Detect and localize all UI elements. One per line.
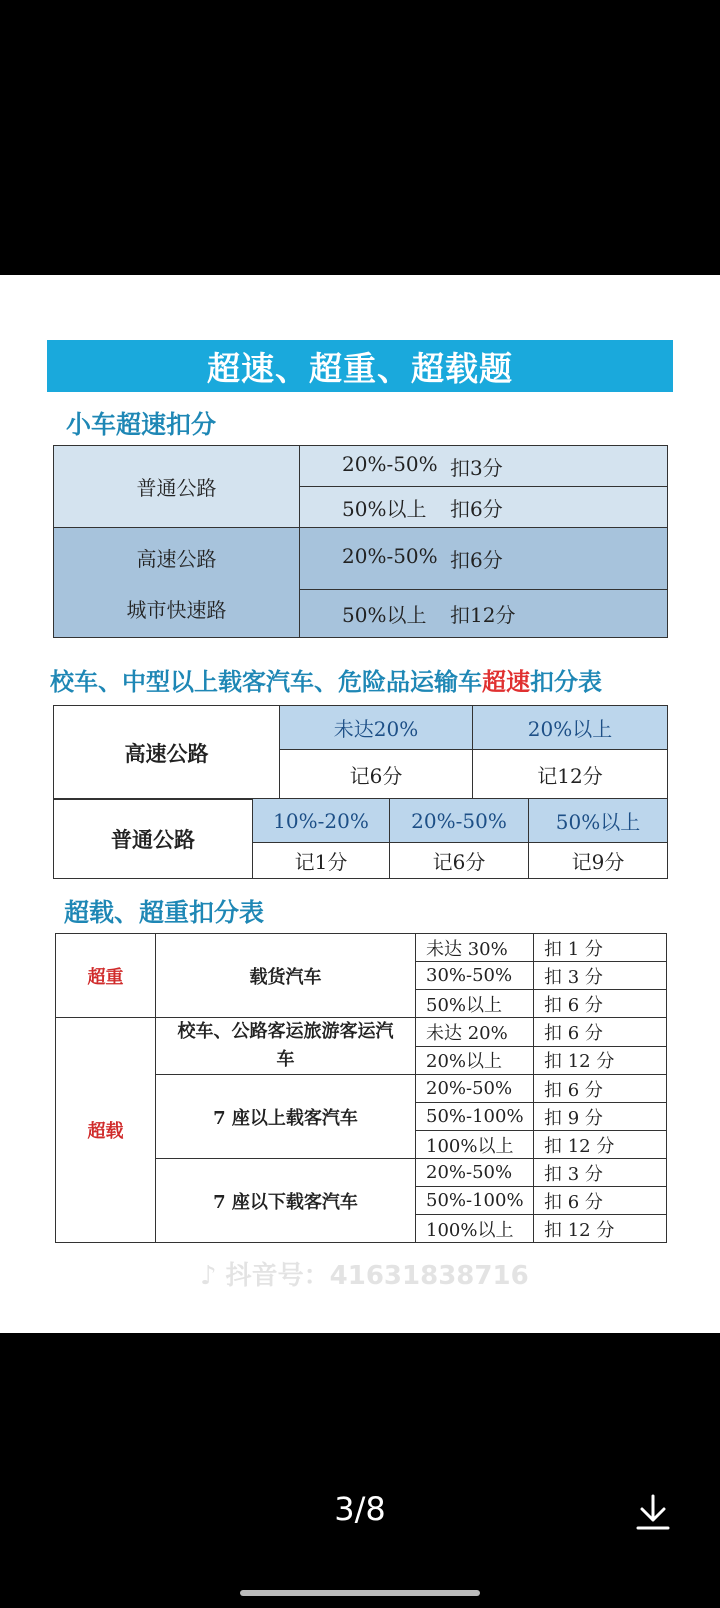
range-cell: 100%以上 [416,1131,534,1159]
bus-highway-table [53,705,668,800]
range-cell: 20%-50% [416,1159,534,1187]
points-cell: 扣 6 分 [534,990,667,1018]
overload-table [55,933,667,1243]
range-header: 20%-50% [390,799,529,843]
vehicle-type: 校车、公路客运旅游客运汽车 [156,1018,416,1075]
category-label: 超载 [56,1018,156,1243]
tiktok-icon: ♪ [200,1261,217,1291]
download-icon[interactable] [633,1492,673,1532]
points-cell: 记6分 [280,750,473,800]
speed-rule: 20%-50% 扣3分 [300,446,668,487]
category-label: 超重 [56,934,156,1018]
points-cell: 扣 6 分 [534,1075,667,1103]
speed-rule: 50%以上 扣6分 [300,487,668,528]
vehicle-type: 载货汽车 [156,934,416,1018]
range-cell: 50%以上 [416,990,534,1018]
road-type-label: 普通公路 [54,799,253,879]
range-header: 未达20% [280,706,473,750]
points-cell: 记6分 [390,843,529,879]
road-type-label: 高速公路 城市快速路 [54,528,300,638]
range-cell: 30%-50% [416,962,534,990]
home-indicator[interactable] [240,1590,480,1596]
points-cell: 记9分 [529,843,668,879]
range-cell: 20%-50% [416,1075,534,1103]
bus-normal-road-table [53,798,668,879]
speed-rule: 50%以上 扣12分 [300,590,668,638]
points-cell: 扣 12 分 [534,1046,667,1075]
banner-title: 超速、超重、超载题 [47,340,673,392]
section-title-car-speeding: 小车超速扣分 [66,410,217,439]
range-cell: 未达 20% [416,1018,534,1047]
watermark [200,1255,529,1292]
range-header: 50%以上 [529,799,668,843]
vehicle-type: 7 座以下载客汽车 [156,1159,416,1243]
range-cell: 50%-100% [416,1103,534,1131]
road-type-label: 普通公路 [54,446,300,528]
range-cell: 20%以上 [416,1046,534,1075]
vehicle-type: 7 座以上载客汽车 [156,1075,416,1159]
points-cell: 扣 6 分 [534,1187,667,1215]
car-speeding-table [53,445,668,638]
range-header: 10%-20% [253,799,390,843]
section-title-bus-speeding: 校车、中型以上载客汽车、危险品运输车超速扣分表 [50,668,602,696]
range-header: 20%以上 [473,706,668,750]
points-cell: 记1分 [253,843,390,879]
range-cell: 未达 30% [416,934,534,962]
watermark-text: 抖音号：41631838716 [225,1261,529,1291]
page-counter: 3/8 [334,1490,386,1528]
section-title-overload: 超载、超重扣分表 [64,898,265,927]
speed-rule: 20%-50% 扣6分 [300,528,668,590]
points-cell: 扣 6 分 [534,1018,667,1047]
points-cell: 扣 1 分 [534,934,667,962]
points-cell: 扣 9 分 [534,1103,667,1131]
range-cell: 50%-100% [416,1187,534,1215]
content-image [0,275,720,1333]
road-type-label: 高速公路 [54,706,280,800]
range-cell: 100%以上 [416,1215,534,1243]
points-cell: 扣 12 分 [534,1215,667,1243]
points-cell: 记12分 [473,750,668,800]
points-cell: 扣 3 分 [534,1159,667,1187]
points-cell: 扣 3 分 [534,962,667,990]
points-cell: 扣 12 分 [534,1131,667,1159]
